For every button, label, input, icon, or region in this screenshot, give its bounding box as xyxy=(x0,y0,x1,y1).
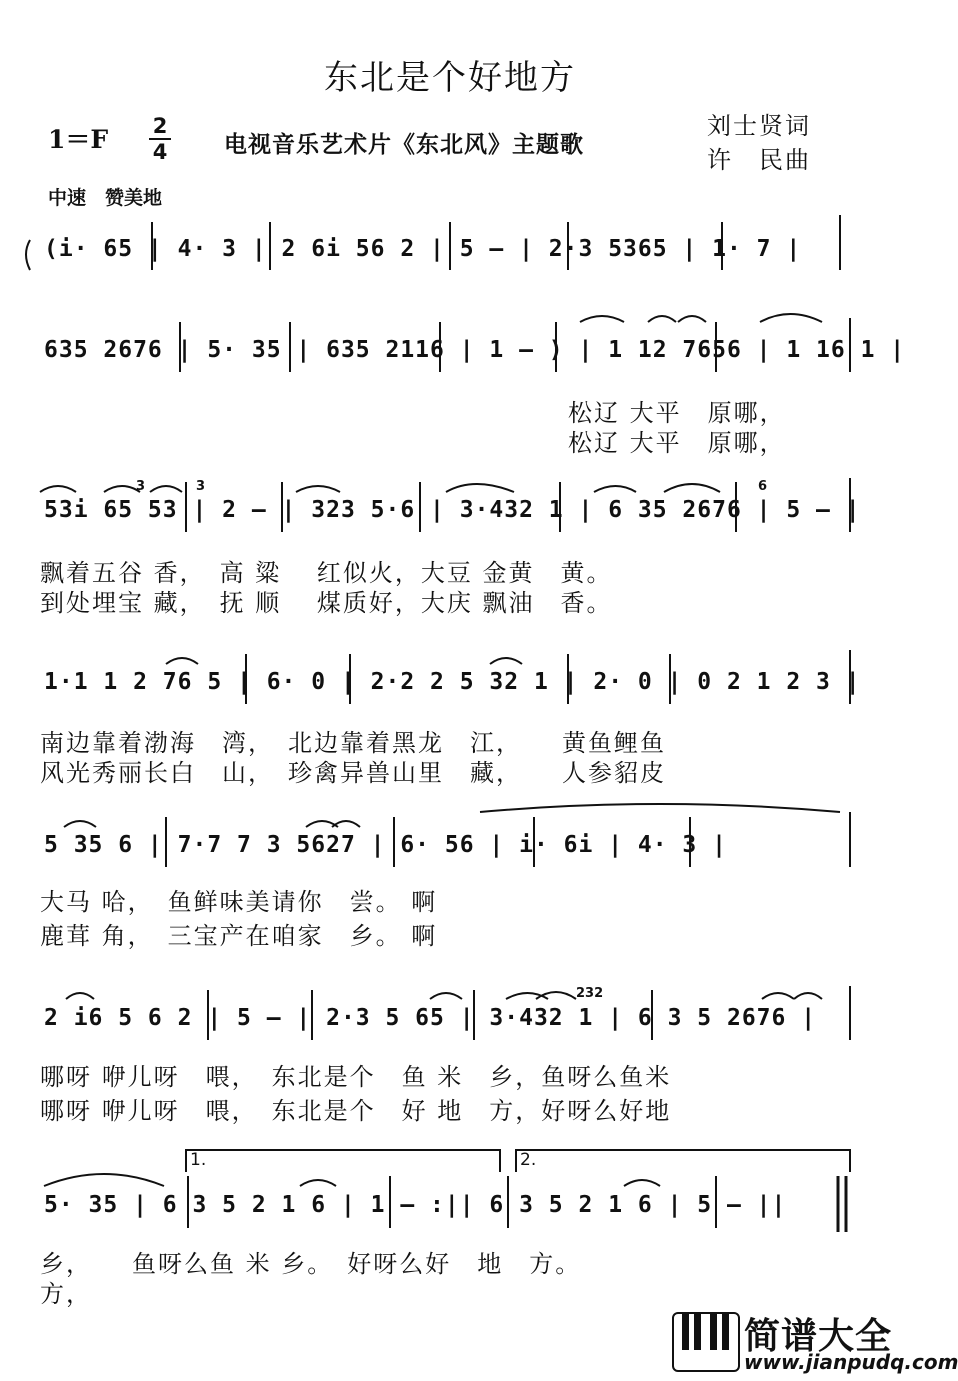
tempo-marking: 中速 赞美地 xyxy=(48,187,163,209)
lyrics-verse-1: 乡， 鱼呀么鱼 米 乡。 好呀么好 地 方。 xyxy=(40,1250,582,1278)
subtitle: 电视音乐艺术片《东北风》主题歌 xyxy=(224,132,584,158)
piano-keys-icon xyxy=(672,1312,740,1372)
lyricist-credit: 刘士贤词 xyxy=(707,112,811,140)
time-signature-top: 2 xyxy=(152,114,168,138)
notation-line: 5 35 6 | 7·7 7 3 5627 | 6· 56 | i· 6i | 4· 3 | xyxy=(44,832,727,858)
notation-line: 5· 35 | 6 3 5 2 1 6 | 1 – :|| 6 3 5 2 1 6 | 5 – || xyxy=(44,1192,787,1218)
notation-line: 635 2676 | 5· 35 | 635 2116 | 1 – ) | 1 12 7656 | 1 16 1 | xyxy=(44,337,906,363)
lyrics-verse-2: 松辽 大平 原哪， xyxy=(568,429,786,457)
lyrics-verse-2: 鹿茸 角， 三宝产在咱家 乡。 啊 xyxy=(40,922,438,950)
notation-line: 1·1 1 2 76 5 | 6· 0 | 2·2 2 5 32 1 | 2· 0 | 0 2 1 2 3 | xyxy=(44,669,861,695)
lyrics-verse-2: 方， xyxy=(40,1280,92,1308)
notation-line: (i· 65 | 4· 3 | 2 6i 56 2 | 5 – | 2·3 5365 | 1· 7 | xyxy=(44,236,802,262)
lyrics-verse-1: 松辽 大平 原哪， xyxy=(568,399,786,427)
volta-first-label: 1. xyxy=(190,1150,207,1170)
grace-note: 232 xyxy=(576,986,604,1001)
lyrics-verse-2: 哪呀 咿儿呀 喂， 东北是个 好 地 方，好呀么好地 xyxy=(40,1097,672,1125)
song-title: 东北是个好地方 xyxy=(324,58,576,98)
lyrics-verse-2: 风光秀丽长白 山， 珍禽异兽山里 藏， 人参貂皮 xyxy=(40,759,666,787)
site-logo xyxy=(672,1308,958,1374)
lyrics-verse-1: 南边靠着渤海 湾， 北边靠着黑龙 江， 黄鱼鲤鱼 xyxy=(40,729,666,757)
logo-brand-text: 简谱大全 xyxy=(744,1316,893,1357)
logo-url-text: www.jianpudq.com xyxy=(744,1350,958,1374)
composer-credit: 许 民曲 xyxy=(707,146,811,174)
grace-note: 3 xyxy=(196,479,206,494)
time-signature-bottom: 4 xyxy=(149,138,171,164)
grace-note: 6 xyxy=(758,479,768,494)
grace-note: 3 xyxy=(136,479,146,494)
notation-line: 53i 65 53 | 2 – | 323 5·6 | 3·432 1 | 6 35 2676 | 5 – | xyxy=(44,497,861,523)
lyrics-verse-1: 哪呀 咿儿呀 喂， 东北是个 鱼 米 乡，鱼呀么鱼米 xyxy=(40,1063,672,1091)
key-signature: 1＝F xyxy=(48,125,109,154)
lyrics-verse-1: 飘着五谷 香， 高 粱 红似火，大豆 金黄 黄。 xyxy=(40,559,613,587)
lyrics-verse-1: 大马 哈， 鱼鲜味美请你 尝。 啊 xyxy=(40,888,438,916)
volta-second-label: 2. xyxy=(520,1150,537,1170)
notation-line: 2 i6 5 6 2 | 5 – | 2·3 5 65 | 3·432 1 | 6 3 5 2676 | xyxy=(44,1005,817,1031)
lyrics-verse-2: 到处埋宝 藏， 抚 顺 煤质好，大庆 飘油 香。 xyxy=(40,589,613,617)
